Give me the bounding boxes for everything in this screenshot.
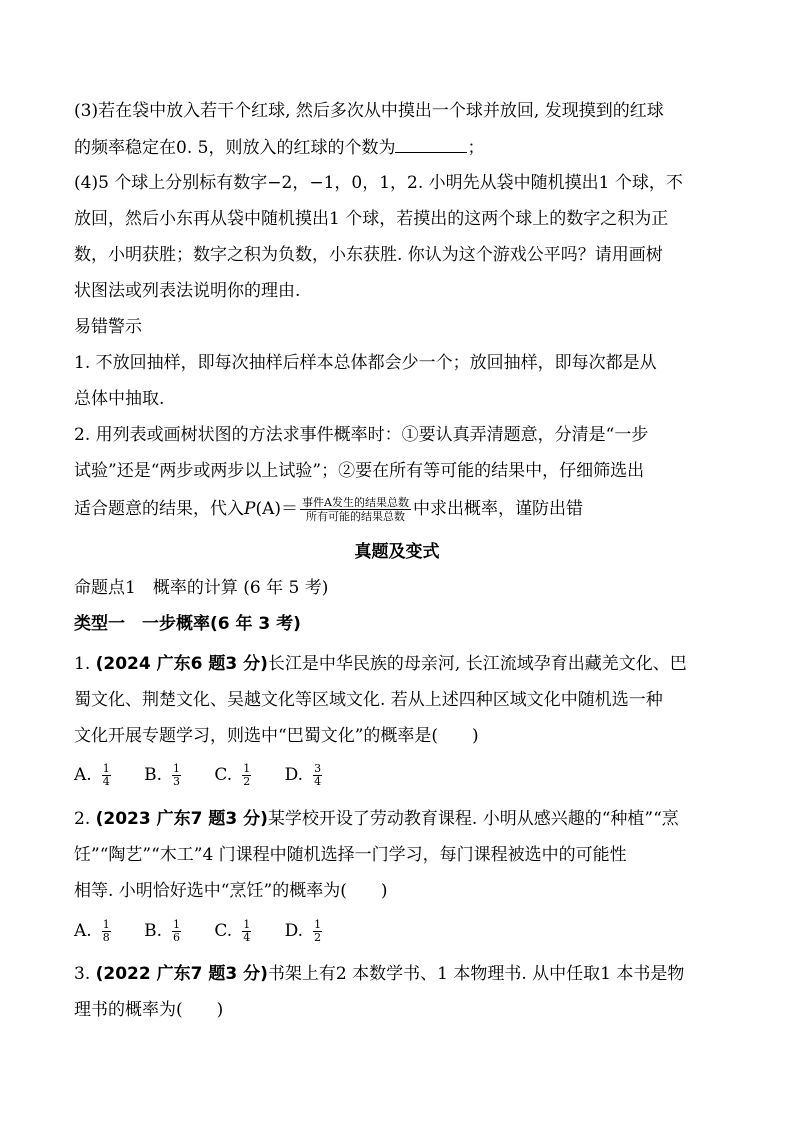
q3-number: 3. — [74, 964, 96, 984]
section-title: 真题及变式 — [354, 542, 440, 562]
warning-2-text-end: 中求出概率，谨防出错 — [412, 499, 583, 519]
q4-line2: 放回，然后小东再从袋中随机摸出1 个球，若摸出的这两个球上的数字之积为正 — [74, 209, 669, 229]
q1-option-d[interactable]: D. $\frac{3}{4}$ — [284, 762, 322, 788]
q2-option-c[interactable]: C. $\frac{1}{4}$ — [214, 918, 251, 944]
q2-line1 — [74, 808, 724, 830]
q2-number: 2. — [74, 809, 96, 829]
q1-options — [74, 763, 724, 788]
q1-line2: 蜀文化、荆楚文化、吴越文化等区域文化. 若从上述四种区域文化中随机选一种 — [74, 690, 663, 710]
q3-line2: 理书的概率为( ) — [74, 1000, 224, 1020]
warning-1-line2: 总体中抽取. — [74, 389, 165, 409]
q4-line1: (4)5 个球上分别标有数字−2，−1，0，1，2. 小明先从袋中随机摸出1 个球，不 — [74, 173, 683, 193]
q4-line3: 数，小明获胜；数字之积为负数，小东获胜. 你认为这个游戏公平吗？请用画树 — [74, 245, 663, 265]
warning-title: 易错警示 — [74, 317, 142, 337]
q1-source: (2024 广东6 题3 分) — [95, 654, 268, 674]
q2-options — [74, 919, 724, 944]
warning-2-line2: 试验”还是“两步或两步以上试验”；②要在所有等可能的结果中，仔细筛选出 — [74, 461, 645, 481]
type-heading: 类型一 一步概率(6 年 3 考) — [74, 614, 301, 634]
warning-2-text: 适合题意的结果，代入 — [74, 499, 244, 519]
q3-part3-line2 — [74, 136, 724, 159]
q3-part3-text: 的频率稳定在0. 5，则放入的红球的个数为 — [74, 138, 396, 158]
warning-1-line1: 1. 不放回抽样，即每次抽样后样本总体都会少一个；放回抽样，即每次都是从 — [74, 353, 657, 373]
q1-option-c[interactable]: C. $\frac{1}{2}$ — [214, 762, 251, 788]
q2-line3: 相等. 小明恰好选中“烹饪”的概率为( ) — [74, 881, 388, 901]
warning-2-line1: 2. 用列表或画树状图的方法求事件概率时：①要认真弄清题意，分清是“一步 — [74, 425, 649, 445]
answer-blank[interactable] — [395, 136, 467, 153]
q2-line2: 饪”“陶艺”“木工”4 门课程中随机选择一门学习，每门课程被选中的可能性 — [74, 845, 627, 865]
q4-line4: 状图法或列表法说明你的理由. — [74, 281, 301, 301]
q1-option-a[interactable]: A. $\frac{1}{4}$ — [74, 762, 110, 788]
probability-symbol: P — [244, 499, 256, 519]
q1-text: 长江是中华民族的母亲河, 长江流域孕育出藏羌文化、巴 — [267, 654, 687, 674]
q2-option-b[interactable]: B. $\frac{1}{6}$ — [144, 918, 180, 944]
topic-heading: 命题点1 概率的计算 (6 年 5 考) — [74, 578, 329, 598]
q1-line3: 文化开展专题学习，则选中“巴蜀文化”的概率是( ) — [74, 726, 479, 746]
formula-numerator: 事件A发生的结果总数 — [302, 496, 409, 509]
q3-source: (2022 广东7 题3 分) — [95, 964, 268, 984]
formula-denominator: 所有可能的结果总数 — [305, 510, 405, 523]
q2-option-d[interactable]: D. $\frac{1}{2}$ — [284, 918, 322, 944]
q3-part3-end: ； — [467, 138, 485, 158]
q2-source: (2023 广东7 题3 分) — [95, 809, 268, 829]
q1-line1 — [74, 653, 724, 675]
q1-option-b[interactable]: B. $\frac{1}{3}$ — [144, 762, 180, 788]
q3-part3-line1: (3)若在袋中放入若干个红球, 然后多次从中摸出一个球并放回, 发现摸到的红球 — [74, 101, 664, 121]
q3-text: 书架上有2 本数学书、1 本物理书. 从中任取1 本书是物 — [267, 964, 685, 984]
q2-text: 某学校开设了劳动教育课程. 小明从感兴趣的“种植”“烹 — [267, 809, 679, 829]
probability-arg: (A)＝ — [255, 499, 298, 519]
warning-2-line3 — [74, 496, 724, 523]
q2-option-a[interactable]: A. $\frac{1}{8}$ — [74, 918, 110, 944]
q1-number: 1. — [74, 654, 96, 674]
probability-formula-fraction — [300, 496, 411, 523]
q3-line1 — [74, 963, 724, 985]
